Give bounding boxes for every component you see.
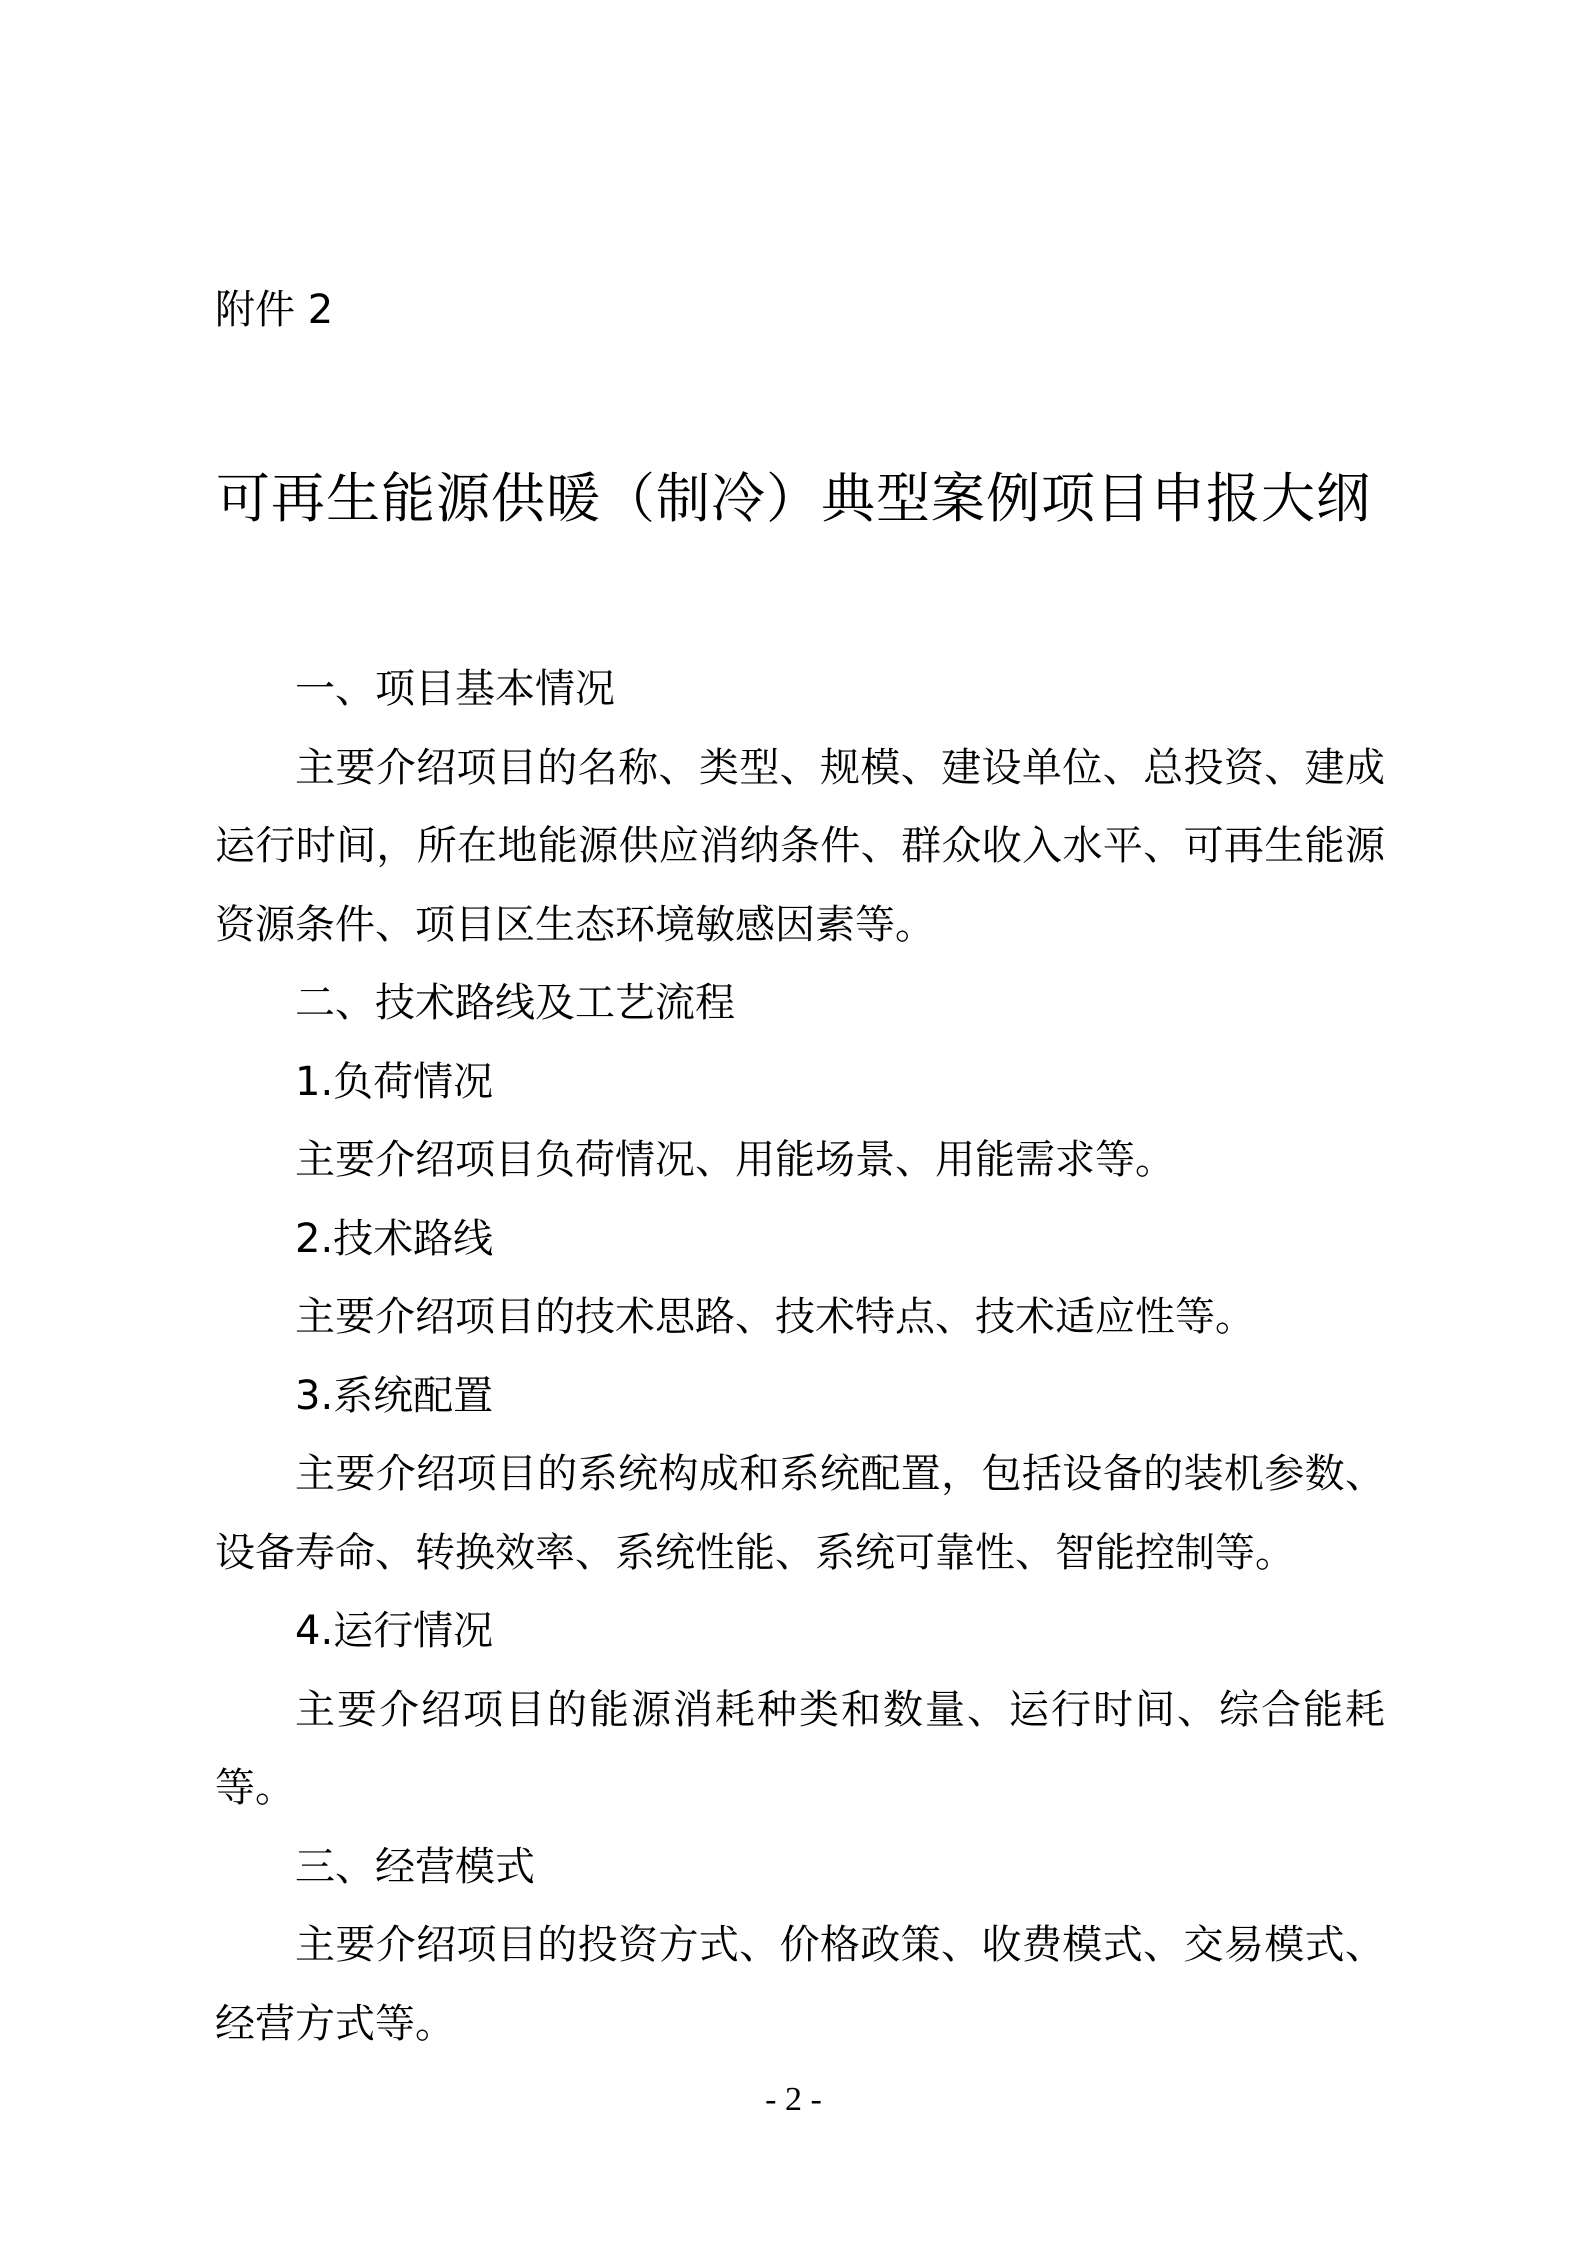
subheading-system-config: 3.系统配置 [295,1372,494,1419]
document-title: 可再生能源供暖（制冷）典型案例项目申报大纲 [216,467,1371,530]
paragraph-business-model: 主要介绍项目的投资方式、价格政策、收费模式、交易模式、经营方式等。 [215,1922,1385,2047]
paragraph-operation: 主要介绍项目的能源消耗种类和数量、运行时间、综合能耗等。 [215,1686,1385,1811]
paragraph-load: 主要介绍项目负荷情况、用能场景、用能需求等。 [295,1137,1175,1183]
section-heading-basic-info: 一、项目基本情况 [295,666,615,712]
subheading-operation: 4.运行情况 [295,1608,494,1654]
page-number: - 2 - [765,2081,822,2118]
paragraph-technical-route: 主要介绍项目的技术思路、技术特点、技术适应性等。 [295,1294,1255,1340]
paragraph-system-config: 主要介绍项目的系统构成和系统配置，包括设备的装机参数、设备寿命、转换效率、系统性能、系统可靠性、智能控制等。 [215,1451,1385,1576]
section-heading-business-model: 三、经营模式 [295,1843,535,1890]
document-body [215,650,1385,2063]
subheading-technical-route: 2.技术路线 [295,1215,494,1262]
subheading-load: 1.负荷情况 [295,1058,494,1105]
paragraph-basic-info: 主要介绍项目的名称、类型、规模、建设单位、总投资、建成运行时间，所在地能源供应消纳条件、群众收入水平、可再生能源资源条件、项目区生态环境敏感因素等。 [215,744,1385,948]
section-heading-technical-route: 二、技术路线及工艺流程 [295,980,735,1026]
attachment-label: 附件 2 [215,287,334,333]
